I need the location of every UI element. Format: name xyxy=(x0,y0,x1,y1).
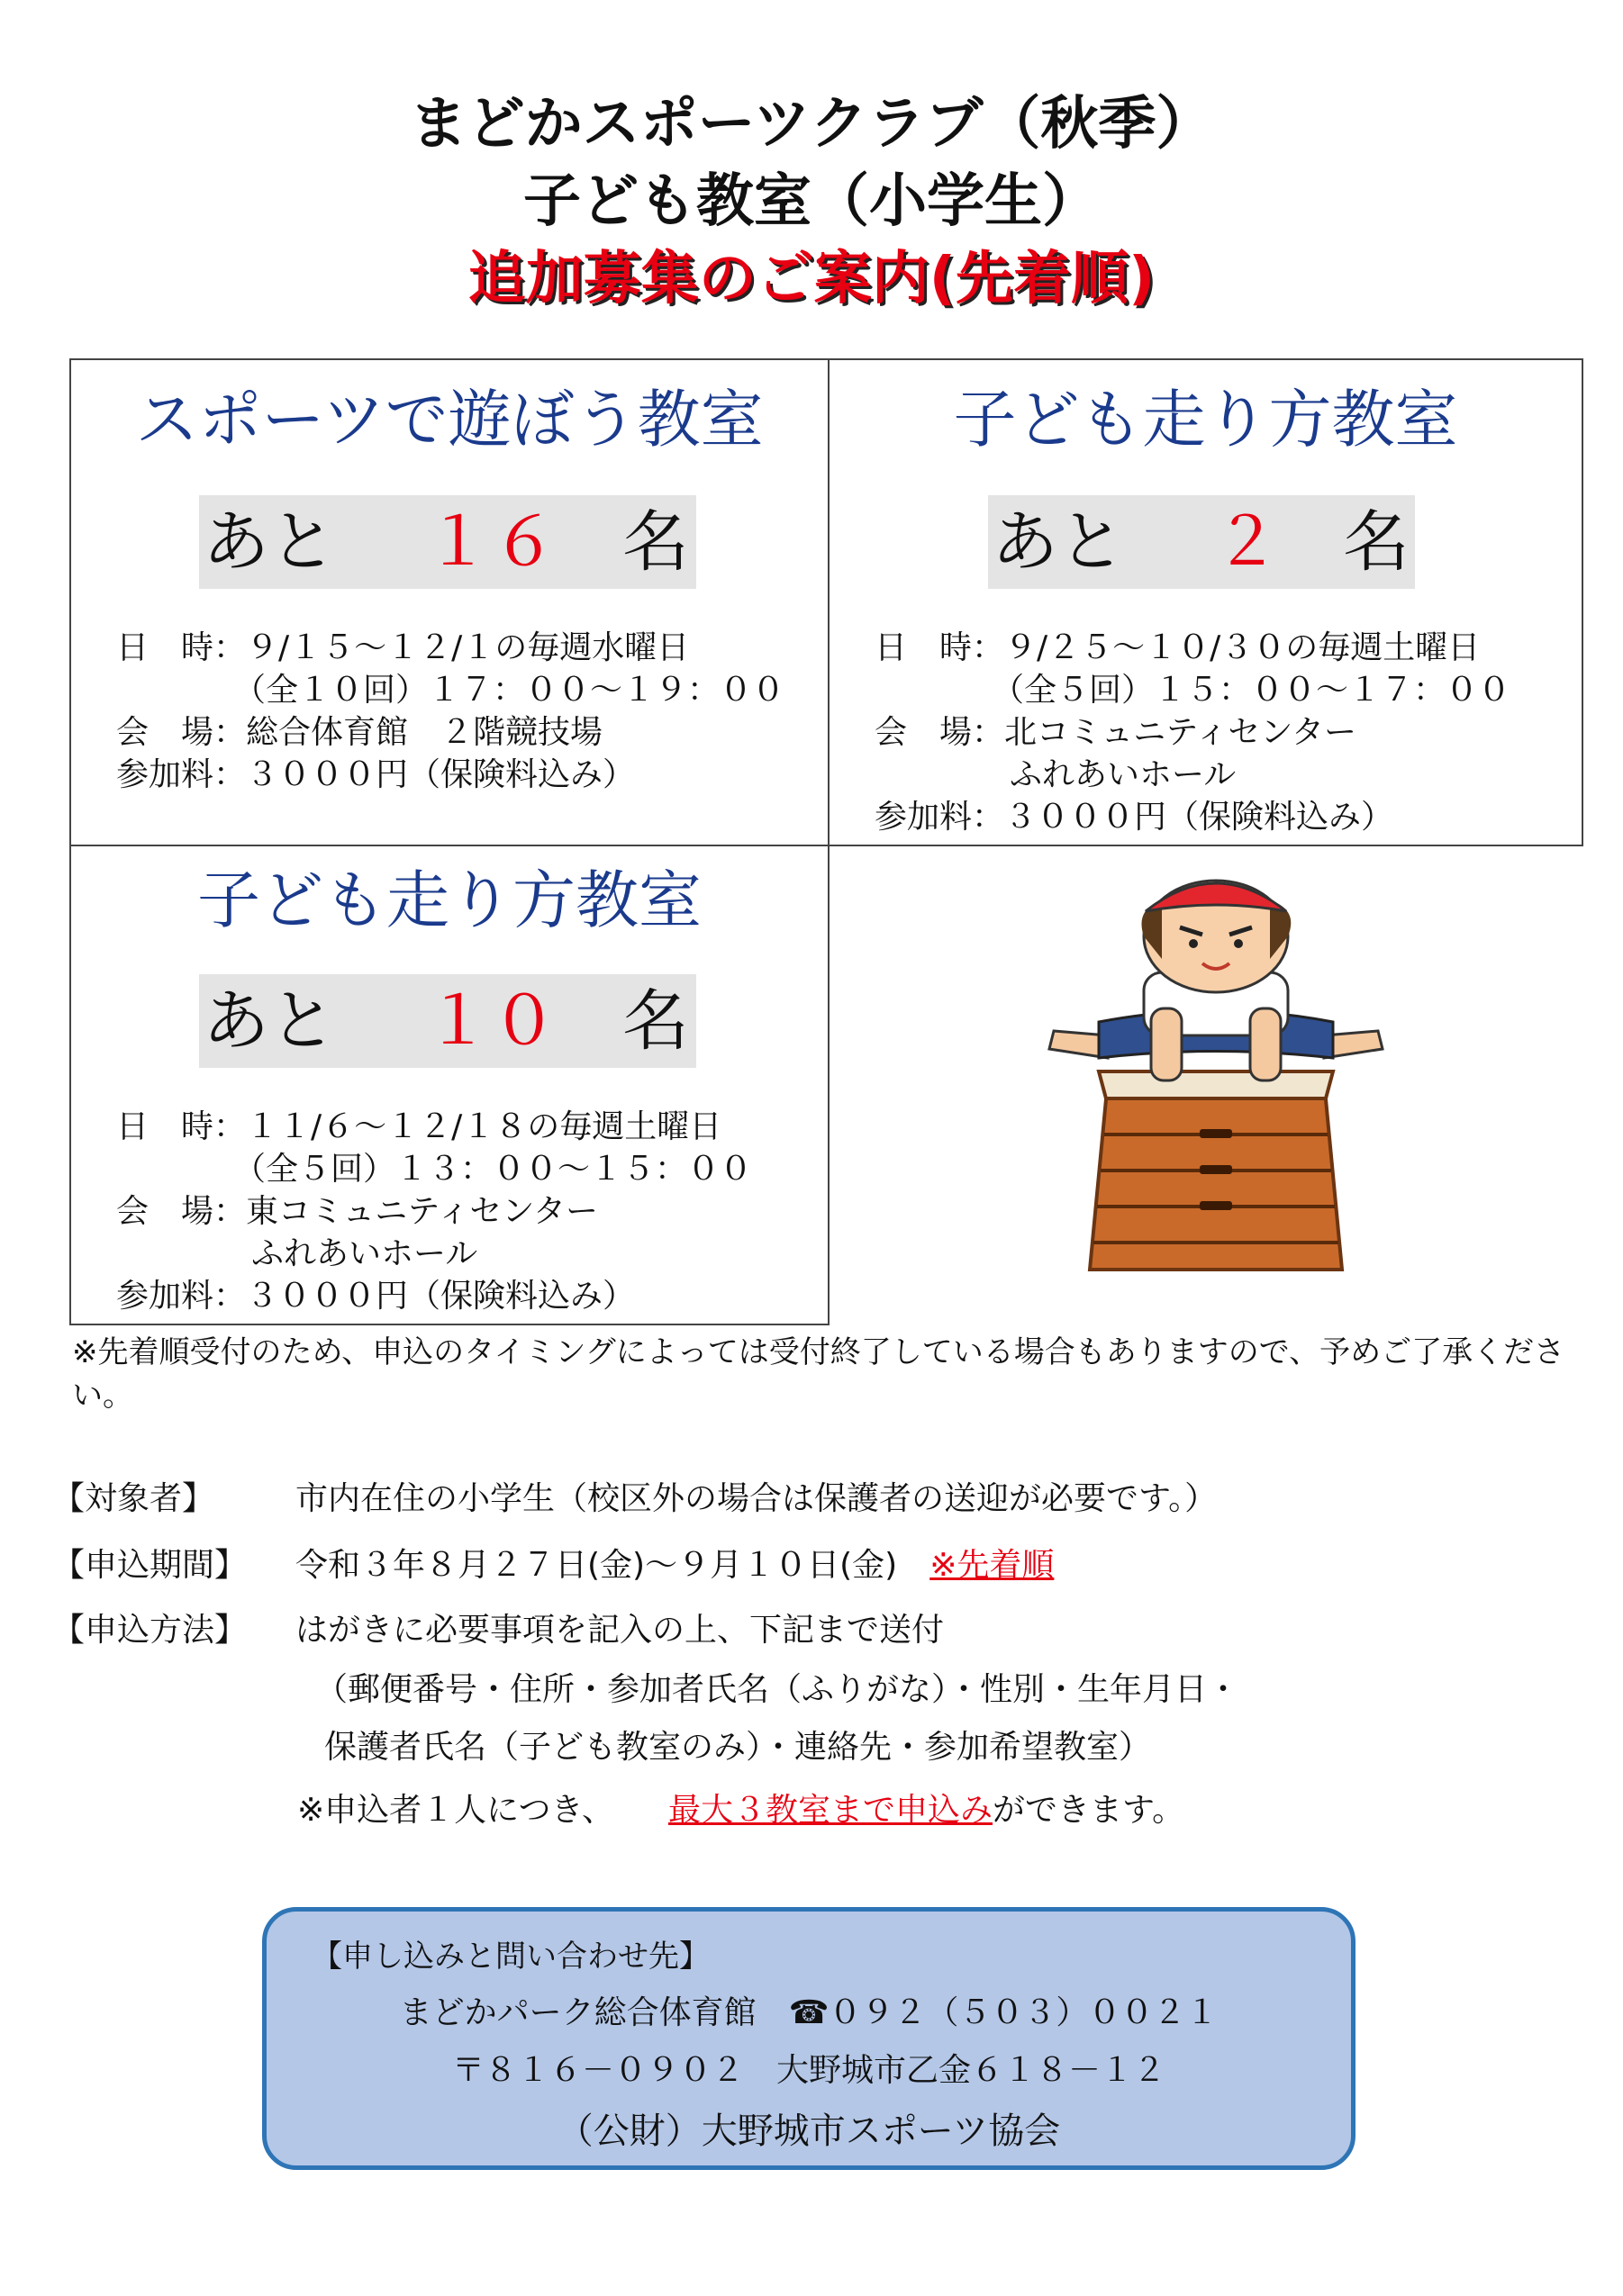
venue: 会 場：総合体育館 ２階競技場 xyxy=(116,714,603,751)
venue: 会 場：北コミュニティセンター xyxy=(875,714,1356,751)
first-come-note: ※先着順 xyxy=(929,1547,1055,1584)
method-row xyxy=(52,1608,944,1653)
period-value: 令和３年８月２７日(金)～９月１０日(金) xyxy=(295,1547,898,1584)
class-title: スポーツで遊ぼう教室 xyxy=(135,383,764,456)
page-title: まどかスポーツクラブ（秋季） xyxy=(409,91,1214,158)
contact-heading: 【申し込みと問い合わせ先】 xyxy=(312,1939,710,1975)
period-row xyxy=(52,1543,1054,1588)
schedule-time: （全１０回）１７：００～１９：００ xyxy=(233,672,785,709)
schedule: 日 時：９/１５～１２/１の毎週水曜日 xyxy=(116,629,690,666)
vaulting-box-child-illustration xyxy=(1045,873,1387,1288)
schedule-time: （全５回）１３：００～１５：００ xyxy=(233,1151,753,1188)
remain-suffix: 名 xyxy=(1343,503,1410,581)
contact-organization: （公財）大野城市スポーツ協会 xyxy=(557,2111,1061,2152)
recruitment-heading: 追加募集のご案内(先着順) xyxy=(467,246,1156,312)
contact-box xyxy=(262,1907,1356,2170)
fee: 参加料：３０００円（保険料込み） xyxy=(116,1278,636,1315)
remain-suffix: 名 xyxy=(622,982,689,1060)
class-card-running-north xyxy=(828,358,1583,846)
class-card-sports-play xyxy=(69,358,830,846)
venue: 会 場：東コミュニティセンター xyxy=(116,1193,598,1230)
method-value: はがきに必要事項を記入の上、下記まで送付 xyxy=(295,1612,945,1649)
class-card-running-east xyxy=(69,845,830,1325)
remain-number: １６ xyxy=(424,503,558,581)
target-label: 【対象者】 xyxy=(52,1480,215,1517)
title-block xyxy=(0,86,1623,318)
remain-number: １０ xyxy=(424,982,558,1060)
remain-prefix: あと xyxy=(203,982,336,1060)
class-details xyxy=(875,627,1510,838)
contact-phone: まどかパーク総合体育館 ☎０９２（５０３）００２１ xyxy=(399,1994,1219,2031)
remain-suffix: 名 xyxy=(622,503,689,581)
max-classes-note: 最大３教室まで申込み xyxy=(668,1792,993,1829)
contact-address: 〒８１６－０９０２ 大野城市乙金６１８－１２ xyxy=(451,2052,1165,2089)
remain-prefix: あと xyxy=(992,503,1125,581)
target-row xyxy=(52,1477,1217,1522)
method-note xyxy=(297,1788,1184,1833)
period-label: 【申込期間】 xyxy=(52,1547,248,1584)
method-sub2: 保護者氏名（子ども教室のみ）・連絡先・参加希望教室） xyxy=(324,1729,1152,1766)
schedule-time: （全５回）１５：００～１７：００ xyxy=(992,672,1511,709)
remaining-seats xyxy=(199,974,696,1068)
schedule: 日 時：９/２５～１０/３０の毎週土曜日 xyxy=(875,629,1481,666)
method-sub1: （郵便番号・住所・参加者氏名（ふりがな）・性別・生年月日・ xyxy=(315,1671,1240,1708)
remain-number: ２ xyxy=(1213,503,1280,581)
fee: 参加料：３０００円（保険料込み） xyxy=(875,799,1394,836)
fee: 参加料：３０００円（保険料込み） xyxy=(116,756,636,793)
method-label: 【申込方法】 xyxy=(52,1612,248,1649)
class-title: 子ども走り方教室 xyxy=(197,863,702,937)
class-details xyxy=(116,627,784,796)
page-subtitle: 子ども教室（小学生） xyxy=(523,168,1100,235)
schedule: 日 時：１１/６～１２/１８の毎週土曜日 xyxy=(116,1108,722,1145)
remain-prefix: あと xyxy=(203,503,336,581)
class-details xyxy=(116,1106,752,1317)
class-title: 子ども走り方教室 xyxy=(953,383,1458,456)
remaining-seats xyxy=(988,495,1415,589)
method-note-a: ※申込者１人につき、 xyxy=(297,1792,615,1829)
target-value: 市内在住の小学生（校区外の場合は保護者の送迎が必要です。） xyxy=(295,1480,1218,1517)
remaining-seats xyxy=(199,495,696,589)
venue-hall: ふれあいホール xyxy=(1010,756,1237,793)
method-note-b: ができます。 xyxy=(993,1792,1185,1829)
notice-text: ※先着順受付のため、申込のタイミングによっては受付終了している場合もありますので、予めご了承ください。 xyxy=(72,1334,1565,1414)
venue-hall: ふれあいホール xyxy=(251,1235,478,1272)
